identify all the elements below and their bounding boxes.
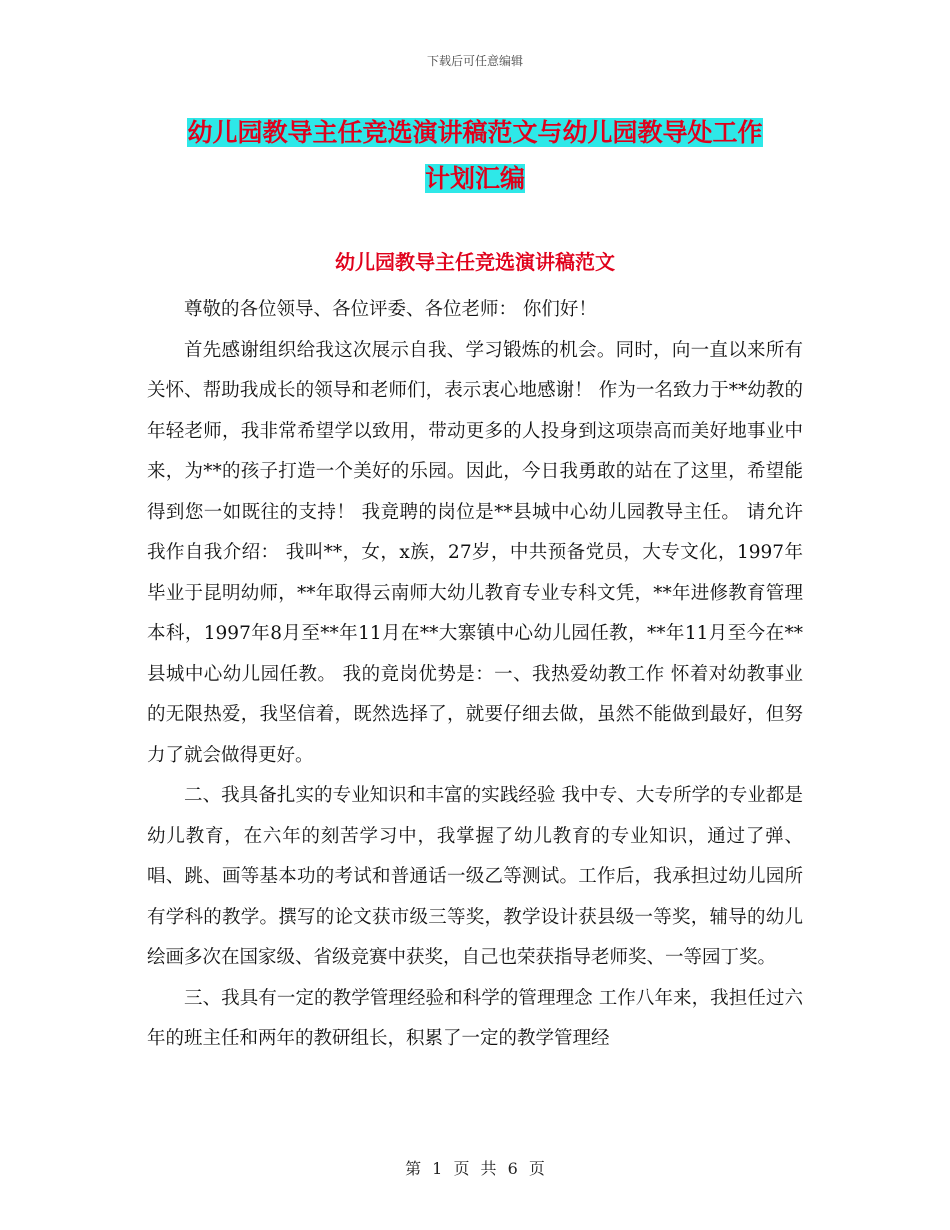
page-footer: 第 1 页 共 6 页 xyxy=(405,1159,545,1178)
document-title-line-1: 幼儿园教导主任竞选演讲稿范文与幼儿园教导处工作 xyxy=(187,118,763,147)
section-heading: 幼儿园教导主任竞选演讲稿范文 xyxy=(335,250,615,274)
paragraph: 二、我具备扎实的专业知识和丰富的实践经验 我中专、大专所学的专业都是幼儿教育，在六年的刻苦学习中，我掌握了幼儿教育的专业知识，通过了弹、唱、跳、画等基本功的考试和普通话一级乙等测试。工作后，我承担过幼儿园所有学科的教学。撰写的论文获市级三等奖，教学设计获县级一等奖，辅导的幼儿绘画多次在国家级、省级竞赛中获奖，自己也荣获指导老师奖、一等园丁奖。 xyxy=(147,785,803,968)
document-title xyxy=(150,110,800,202)
header-note: 下载后可任意编辑 xyxy=(426,54,523,68)
paragraph: 三、我具有一定的教学管理经验和科学的管理理念 工作八年来，我担任过六年的班主任和两年的教研组长，积累了一定的教学管理经 xyxy=(147,987,803,1049)
paragraph: 尊敬的各位领导、各位评委、各位老师： 你们好！ xyxy=(184,299,597,320)
paragraph: 首先感谢组织给我这次展示自我、学习锻炼的机会。同时，向一直以来所有关怀、帮助我成长的领导和老师们，表示衷心地感谢！ 作为一名致力于**幼教的年轻老师，我非常希望学以致用，带动更多的人投身到这项崇高而美好地事业中来，为**的孩子打造一个美好的乐园。因此，今日我勇敢的站在了这里，希望能得到您一如既往的支持！ 我竟聘的岗位是**县城中心幼儿园教导主任。 请允许我作自我介绍： 我叫**，女，x族，27岁，中共预备党员，大专文化，1997年毕业于昆明幼师，**年取得云南师大幼儿教育专业专科文凭，**年进修教育管理本科，1997年8月至**年11月在**大寨镇中心幼儿园任教，**年11月至今在**县城中心幼儿园任教。 我的竟岗优势是：一、我热爱幼教工作 怀着对幼教事业的无限热爱，我坚信着，既然选择了，就要仔细去做，虽然不能做到最好，但努力了就会做得更好。 xyxy=(147,339,803,766)
document-body xyxy=(147,290,803,1060)
document-title-line-2: 计划汇编 xyxy=(424,164,525,193)
